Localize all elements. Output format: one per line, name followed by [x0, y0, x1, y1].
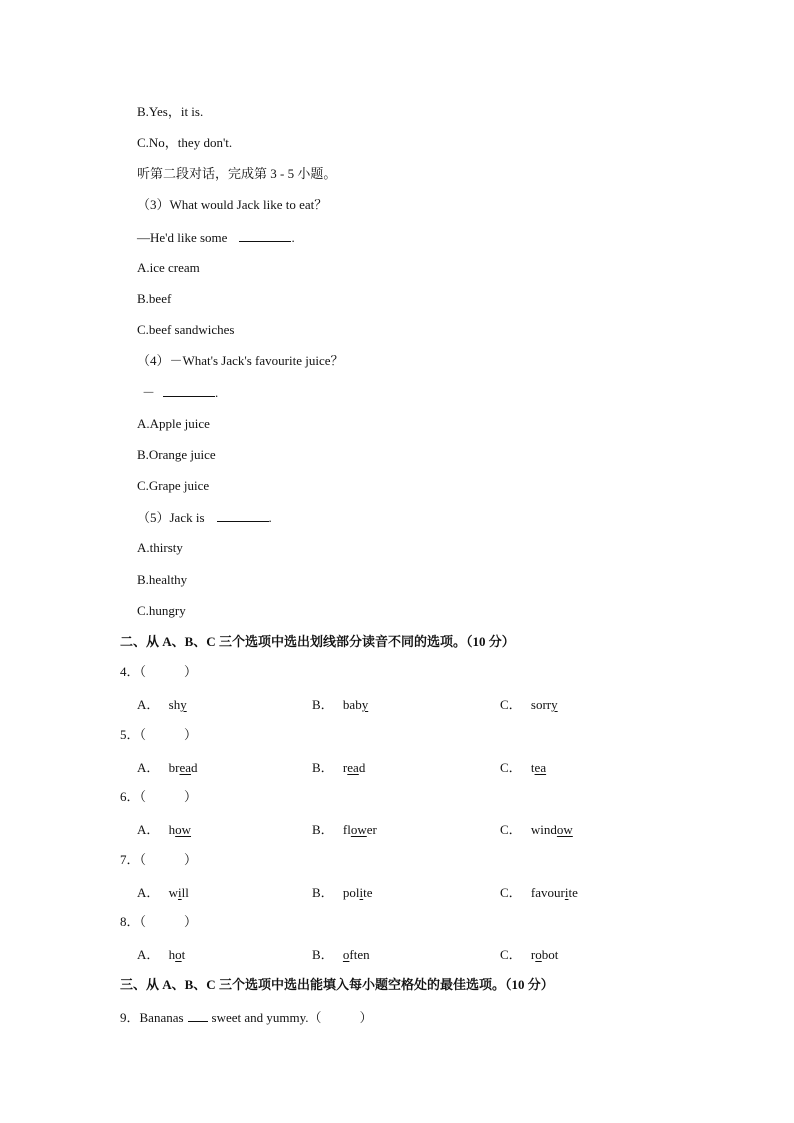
- option-4a: A． shy: [137, 697, 187, 712]
- option-5a: A． bread: [137, 760, 198, 775]
- question-5-number: 5．（ ）: [120, 727, 198, 742]
- option-2c: C.No，they don't.: [137, 135, 233, 150]
- underlined-letters: ea: [347, 760, 359, 775]
- question-3-answer-prefix: —He'd like some: [137, 230, 228, 245]
- answer-blank[interactable]: [163, 384, 215, 397]
- question-4-stem: （4）－What's Jack's favourite juice？: [137, 353, 344, 368]
- option-4c: C． sorry: [500, 697, 558, 712]
- option-6c: C． window: [500, 822, 573, 837]
- option-5c: C.hungry: [137, 603, 186, 618]
- question-6-number: 6．（ ）: [120, 789, 198, 804]
- question-3-stem: （3）What would Jack like to eat？: [137, 197, 328, 212]
- underlined-letters: y: [551, 697, 558, 712]
- option-8b: B． often: [312, 947, 370, 962]
- question-7-number: 7．（ ）: [120, 852, 198, 867]
- answer-blank[interactable]: [188, 1009, 208, 1022]
- option-4b: B.Orange juice: [137, 447, 216, 462]
- option-6a: A． how: [137, 822, 192, 837]
- question-9-prefix: 9．Bananas: [120, 1010, 184, 1025]
- underlined-letters: o: [342, 947, 350, 962]
- option-3c: C.beef sandwiches: [137, 322, 235, 337]
- question-5-stem: （5）Jack is: [137, 510, 205, 525]
- option-8a: A． hot: [137, 947, 186, 962]
- underlined-letters: ea: [179, 760, 192, 775]
- question-4-answer-line: － .: [142, 385, 219, 400]
- option-5a: A.thirsty: [137, 540, 183, 555]
- underlined-letters: ow: [350, 822, 367, 837]
- listening-part2-intro: 听第二段对话，完成第 3 - 5 小题。: [137, 166, 337, 181]
- option-4a: A.Apple juice: [137, 416, 210, 431]
- option-5b: B． read: [312, 760, 366, 775]
- option-2b: B.Yes，it is.: [137, 104, 204, 119]
- option-8c: C． robot: [500, 947, 559, 962]
- option-7b: B． polite: [312, 885, 373, 900]
- underlined-letters: ea: [534, 760, 547, 775]
- question-5-line: （5）Jack is .: [137, 510, 272, 525]
- question-4-answer-prefix: －: [142, 385, 156, 400]
- option-7c: C． favourite: [500, 885, 578, 900]
- question-4-number: 4．（ ）: [120, 664, 198, 679]
- underlined-letters: o: [535, 947, 542, 962]
- answer-blank[interactable]: [217, 509, 269, 522]
- option-6b: B． flower: [312, 822, 377, 837]
- underlined-letters: y: [180, 697, 187, 712]
- question-9-line: 9．Bananas sweet and yummy.（ ）: [120, 1010, 373, 1025]
- section-2-title: 二、从 A、B、C 三个选项中选出划线部分读音不同的选项。（10 分）: [120, 634, 515, 649]
- underlined-letters: ow: [556, 822, 573, 837]
- option-3b: B.beef: [137, 291, 172, 306]
- section-3-title: 三、从 A、B、C 三个选项中选出能填入每小题空格处的最佳选项。（10 分）: [120, 977, 554, 992]
- question-8-number: 8．（ ）: [120, 914, 198, 929]
- question-3-answer-line: —He'd like some .: [137, 230, 295, 245]
- option-5c: C． tea: [500, 760, 547, 775]
- underlined-letters: i: [564, 885, 569, 900]
- option-7a: A． will: [137, 885, 189, 900]
- underlined-letters: i: [178, 885, 182, 900]
- underlined-letters: y: [361, 697, 369, 712]
- underlined-letters: ow: [175, 822, 192, 837]
- underlined-letters: o: [175, 947, 182, 962]
- option-4b: B． baby: [312, 697, 369, 712]
- underlined-letters: i: [359, 885, 364, 900]
- option-4c: C.Grape juice: [137, 478, 210, 493]
- option-3a: A.ice cream: [137, 260, 200, 275]
- answer-blank[interactable]: [239, 229, 291, 242]
- option-5b: B.healthy: [137, 572, 188, 587]
- question-9-suffix: sweet and yummy.（: [211, 1010, 322, 1025]
